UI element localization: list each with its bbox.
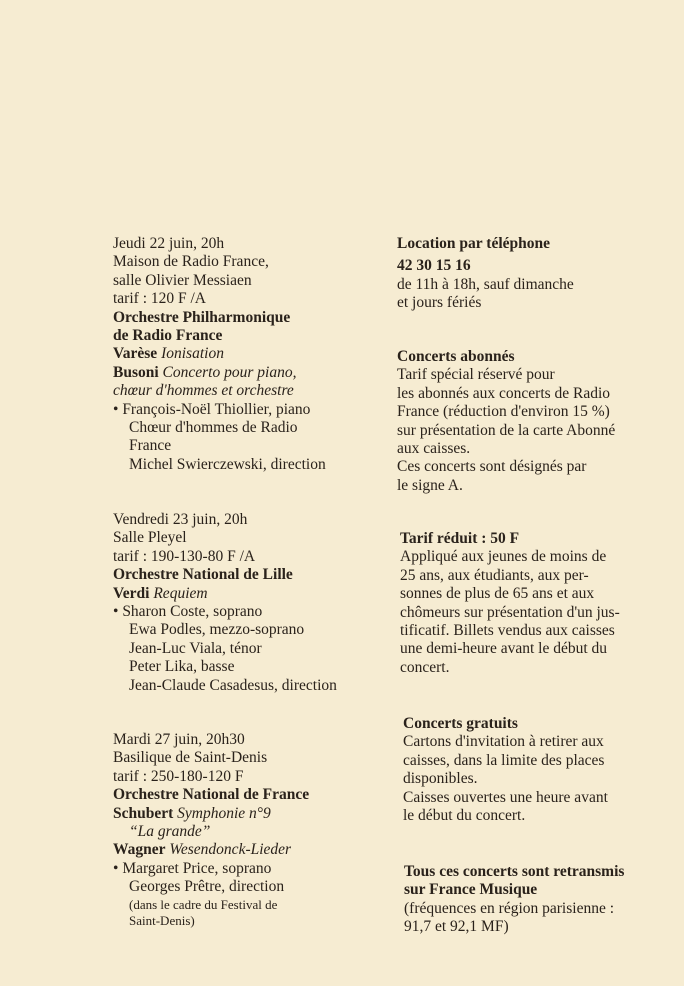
info-block-telephone (397, 235, 574, 313)
concert-date: Vendredi 23 juin, 20h (113, 511, 248, 528)
info-text: tificatif. Billets vendus aux caisses (400, 622, 615, 640)
concert-note: (dans le cadre du Festival de (129, 896, 278, 912)
work-title: Symphonie n°9 (177, 804, 271, 822)
composer: Schubert (113, 804, 174, 822)
performer: Peter Lika, basse (129, 658, 235, 676)
info-text: de 11h à 18h, sauf dimanche (397, 275, 574, 293)
info-text: et jours fériés (397, 294, 482, 312)
concert-note: Saint-Denis) (129, 912, 195, 928)
info-text: Ces concerts sont désignés par (397, 458, 587, 476)
concert-tarif: tarif : 120 F /A (113, 290, 206, 308)
info-text: aux caisses. (397, 440, 471, 458)
orchestra-name: Orchestre National de France (113, 786, 310, 804)
work (113, 364, 393, 382)
info-text: Appliqué aux jeunes de moins de (400, 548, 607, 566)
info-text: une demi-heure avant le début du (400, 640, 608, 658)
info-text: Tarif spécial réservé pour (397, 366, 555, 384)
work-title: Requiem (153, 584, 208, 602)
performer: France (129, 437, 172, 455)
info-heading: Tarif réduit : 50 F (400, 530, 520, 547)
composer: Varèse (113, 345, 158, 363)
work-title: chœur d'hommes et orchestre (113, 382, 294, 400)
info-text: sur présentation de la carte Abonné (397, 421, 616, 439)
info-heading: sur France Musique (404, 881, 538, 899)
info-block-radio (404, 863, 624, 937)
work (113, 345, 393, 363)
performer: Jean-Claude Casadesus, direction (129, 676, 337, 694)
performer: Chœur d'hommes de Radio (129, 419, 298, 437)
info-text: le début du concert. (403, 807, 526, 825)
performer: • François-Noël Thiollier, piano (113, 401, 393, 419)
work (113, 805, 393, 823)
info-block-tarif-reduit (400, 530, 620, 677)
performer: Michel Swierczewski, direction (129, 455, 326, 473)
orchestra-name: Orchestre National de Lille (113, 566, 293, 584)
concert-venue: salle Olivier Messiaen (113, 271, 252, 289)
info-text: le signe A. (397, 476, 463, 494)
info-text: (fréquences en région parisienne : (404, 899, 615, 917)
concert-venue: Maison de Radio France, (113, 253, 269, 271)
concert-entry (113, 511, 393, 695)
info-heading: Tous ces concerts sont retransmis (404, 863, 625, 880)
concert-tarif: tarif : 190-130-80 F /A (113, 547, 256, 565)
concert-entry (113, 235, 393, 474)
orchestra-name: Orchestre Philharmonique (113, 308, 291, 326)
work-title: Concerto pour piano, (162, 363, 297, 381)
work-title: Ionisation (161, 345, 224, 363)
work (113, 841, 393, 859)
performer: • Margaret Price, soprano (113, 860, 393, 878)
info-block-gratuits (403, 715, 608, 825)
phone-number: 42 30 15 16 (397, 257, 471, 275)
info-text: caisses, dans la limite des places (403, 751, 605, 769)
work (113, 585, 393, 603)
concert-date: Jeudi 22 juin, 20h (113, 235, 225, 252)
info-heading: Concerts abonnés (397, 348, 515, 365)
performer: Jean-Luc Viala, ténor (129, 639, 262, 657)
info-text: 25 ans, aux étudiants, aux per- (400, 566, 589, 584)
info-text: sonnes de plus de 65 ans et aux (400, 585, 595, 603)
concert-venue: Salle Pleyel (113, 529, 187, 547)
orchestra-name: de Radio France (113, 327, 223, 345)
concert-entry (113, 731, 393, 929)
info-text: Caisses ouvertes une heure avant (403, 788, 608, 806)
info-heading: Location par téléphone (397, 235, 550, 252)
info-text: concert. (400, 658, 450, 676)
work-title: “La grande” (129, 823, 211, 841)
info-heading: Concerts gratuits (403, 715, 518, 732)
info-text: Cartons d'invitation à retirer aux (403, 733, 604, 751)
info-text: les abonnés aux concerts de Radio (397, 384, 611, 402)
composer: Wagner (113, 841, 166, 859)
performer: Ewa Podles, mezzo-soprano (129, 621, 305, 639)
work-title: Wesendonck-Lieder (169, 841, 292, 859)
concert-tarif: tarif : 250-180-120 F (113, 767, 244, 785)
info-text: 91,7 et 92,1 MF) (404, 918, 509, 936)
info-block-abonnes (397, 348, 615, 495)
concert-date: Mardi 27 juin, 20h30 (113, 731, 245, 748)
concert-venue: Basilique de Saint-Denis (113, 749, 268, 767)
info-text: disponibles. (403, 770, 478, 788)
info-text: France (réduction d'environ 15 %) (397, 403, 610, 421)
info-text: chômeurs sur présentation d'un jus- (400, 603, 620, 621)
composer: Busoni (113, 363, 159, 381)
performer: Georges Prêtre, direction (129, 878, 285, 896)
composer: Verdi (113, 584, 150, 602)
performer: • Sharon Coste, soprano (113, 603, 393, 621)
